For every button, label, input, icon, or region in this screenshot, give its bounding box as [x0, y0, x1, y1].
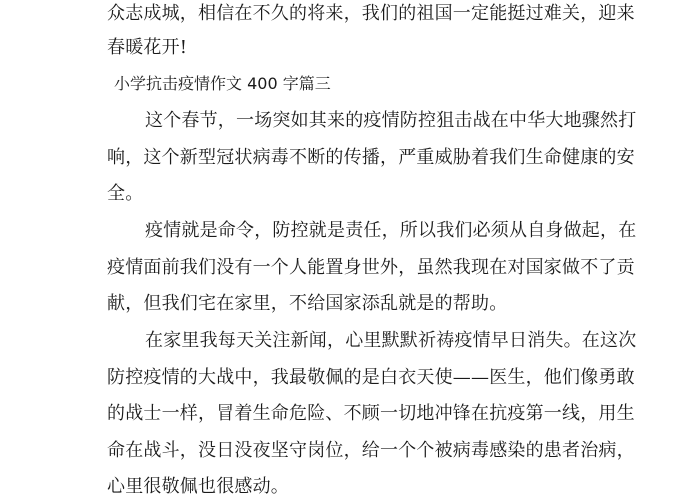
- paragraph3-line-1: 在家里我每天关注新闻，心里默默祈祷疫情早日消失。在这次: [145, 330, 637, 351]
- intro-line-1: 众志成城，相信在不久的将来，我们的祖国一定能挺过难关，迎来: [107, 3, 635, 24]
- paragraph3-line-3: 的战士一样，冒着生命危险、不顾一切地冲锋在抗疫第一线，用生: [107, 403, 635, 424]
- section-title: 小学抗击疫情作文 400 字篇三: [114, 74, 331, 93]
- paragraph1-line-2: 响，这个新型冠状病毒不断的传播，严重威胁着我们生命健康的安: [107, 147, 635, 168]
- paragraph3-line-4: 命在战斗，没日没夜坚守岗位，给一个个被病毒感染的患者治病，: [107, 440, 635, 461]
- paragraph2-line-2: 疫情面前我们没有一个人能置身世外，虽然我现在对国家做不了贡: [107, 257, 635, 278]
- paragraph3-line-5: 心里很敬佩也很感动。: [107, 476, 289, 497]
- paragraph3-line-2: 防控疫情的大战中，我最敬佩的是白衣天使——医生，他们像勇敢: [107, 367, 635, 388]
- paragraph1-line-3: 全。: [107, 183, 144, 204]
- paragraph2-line-3: 献，但我们宅在家里，不给国家添乱就是的帮助。: [107, 293, 508, 314]
- intro-line-2: 春暖花开!: [107, 37, 188, 58]
- paragraph2-line-1: 疫情就是命令，防控就是责任，所以我们必须从自身做起，在: [145, 220, 637, 241]
- paragraph1-line-1: 这个春节，一场突如其来的疫情防控狙击战在中华大地骤然打: [145, 110, 637, 131]
